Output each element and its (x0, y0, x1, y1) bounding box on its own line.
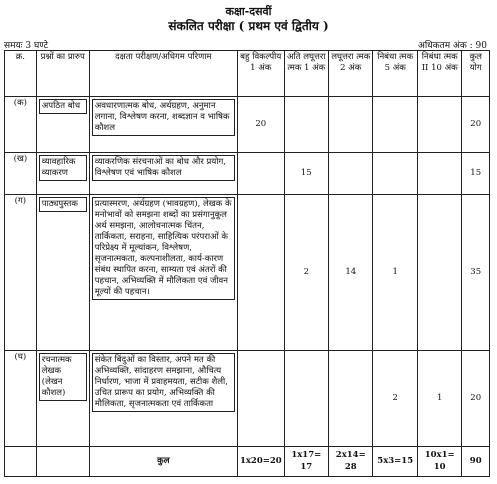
table-row (5, 97, 490, 153)
row-short (329, 351, 373, 447)
blueprint-table (4, 50, 490, 477)
row-essay2 (417, 153, 461, 195)
row-area-label: पाठ्यपुस्तक (39, 197, 87, 212)
col-header-essay1: निबंधा त्मक 5 अंक (373, 51, 417, 97)
totals-row (5, 447, 490, 477)
row-area (36, 97, 89, 153)
row-mcq (237, 153, 284, 195)
col-header-short: लघूत्तरा त्मक 2 अंक (329, 51, 373, 97)
row-essay2 (417, 97, 461, 153)
col-header-total: कुल योग (462, 51, 490, 97)
row-essay1 (373, 153, 417, 195)
row-essay2 (417, 195, 461, 351)
row-skill (89, 153, 237, 195)
table-row (5, 153, 490, 195)
totals-short: 2x14= 28 (329, 447, 373, 477)
col-header-skill: दक्षता परीक्षण/अधिगम परिणाम (89, 51, 237, 97)
row-mcq (237, 351, 284, 447)
row-sno: (ग) (5, 195, 37, 351)
totals-label: कुल (89, 447, 237, 477)
row-area (36, 153, 89, 195)
totals-mcq: 1x20=20 (237, 447, 284, 477)
row-total: 20 (462, 351, 490, 447)
row-skill (89, 351, 237, 447)
row-vshort: 2 (284, 195, 328, 351)
totals-vshort: 1x17= 17 (284, 447, 328, 477)
row-skill (89, 195, 237, 351)
row-sno: (घ) (5, 351, 37, 447)
row-area (36, 351, 89, 447)
row-essay1: 2 (373, 351, 417, 447)
row-skill-text: व्याकरणिक संरचनाओं का बोध और प्रयोग, विश्लेषण एवं भाषिक कौशल (92, 155, 235, 181)
row-vshort: 15 (284, 153, 328, 195)
row-area (36, 195, 89, 351)
totals-total: 90 (462, 447, 490, 477)
row-vshort (284, 97, 328, 153)
class-title: कक्षा-दसवीं (225, 5, 272, 18)
row-skill (89, 97, 237, 153)
row-essay1: 1 (373, 195, 417, 351)
totals-essay2: 10x1= 10 (417, 447, 461, 477)
row-area-label: अपठित बोध (39, 99, 87, 114)
row-mcq: 20 (237, 97, 284, 153)
max-marks-label: अधिकतम अंक : 90 (417, 41, 487, 51)
table-row (5, 351, 490, 447)
time-label: समयः 3 घण्टे (4, 41, 48, 51)
header-row (5, 51, 490, 97)
col-header-area: प्रश्नों का प्रारुप (36, 51, 89, 97)
totals-area (36, 447, 89, 477)
row-total: 20 (462, 97, 490, 153)
row-short (329, 97, 373, 153)
row-total: 35 (462, 195, 490, 351)
row-essay2: 1 (417, 351, 461, 447)
row-sno: (ख) (5, 153, 37, 195)
col-header-sno: क्र. (5, 51, 37, 97)
totals-sno (5, 447, 37, 477)
row-sno: (क) (5, 97, 37, 153)
row-total: 15 (462, 153, 490, 195)
totals-essay1: 5x3=15 (373, 447, 417, 477)
col-header-mcq: बहु विकल्पीय 1 अंक (237, 51, 284, 97)
col-header-essay2: निबंधा त्मक II 10 अंक (417, 51, 461, 97)
row-mcq (237, 195, 284, 351)
row-short: 14 (329, 195, 373, 351)
row-area-label: व्यावहारिक व्याकरण (39, 155, 87, 181)
col-header-vshort: अति लघूत्तरा त्मक 1 अंक (284, 51, 328, 97)
row-essay1 (373, 97, 417, 153)
row-skill-text: अवधारणात्मक बोध, अर्थग्रहण, अनुमान लगाना, विश्लेषण करना, शब्दज्ञान व भाषिक कौशल (92, 99, 235, 136)
row-vshort (284, 351, 328, 447)
exam-title: संकलित परीक्षा ( प्रथम एवं द्वितीय ) (168, 19, 329, 33)
row-area-label: रचनात्मक लेखक (लेखन कौशल) (39, 353, 87, 401)
row-short (329, 153, 373, 195)
row-skill-text: प्रत्यास्मरण, अर्थग्रहण (भावग्रहण), लेखक के मनोभावों को समझना शब्दों का प्रसंगानुकूल अर्थ समझना, आलोचनात्मक चिंतन, तार्किकता, सराहना, साहित्यिक परंपराओं के परिप्रेक्ष्य में मूल्यांकन, विश्लेषण, सृजनात्मकता, कल्पनाशीलता, कार्य-कारण संबंध स्थापित करना, साम्यता एवं अंतरों की पहचान, अभिव्यक्ति में मौलिकता एवं जीवन मूल्यों की पहचान। (92, 197, 235, 300)
row-skill-text: संकेत बिंदुओं का विस्तार, अपने मत की अभिव्यक्ति, सांदाहरण समझाना, औचित्य निर्धारण, भाजा में प्रवाहमयता, सटीक शैली, उचित प्रारूप का प्रयोग, अभिव्यक्ति की मौलिकता, सृजनात्मकता एवं तार्किकता (92, 353, 235, 412)
table-row (5, 195, 490, 351)
